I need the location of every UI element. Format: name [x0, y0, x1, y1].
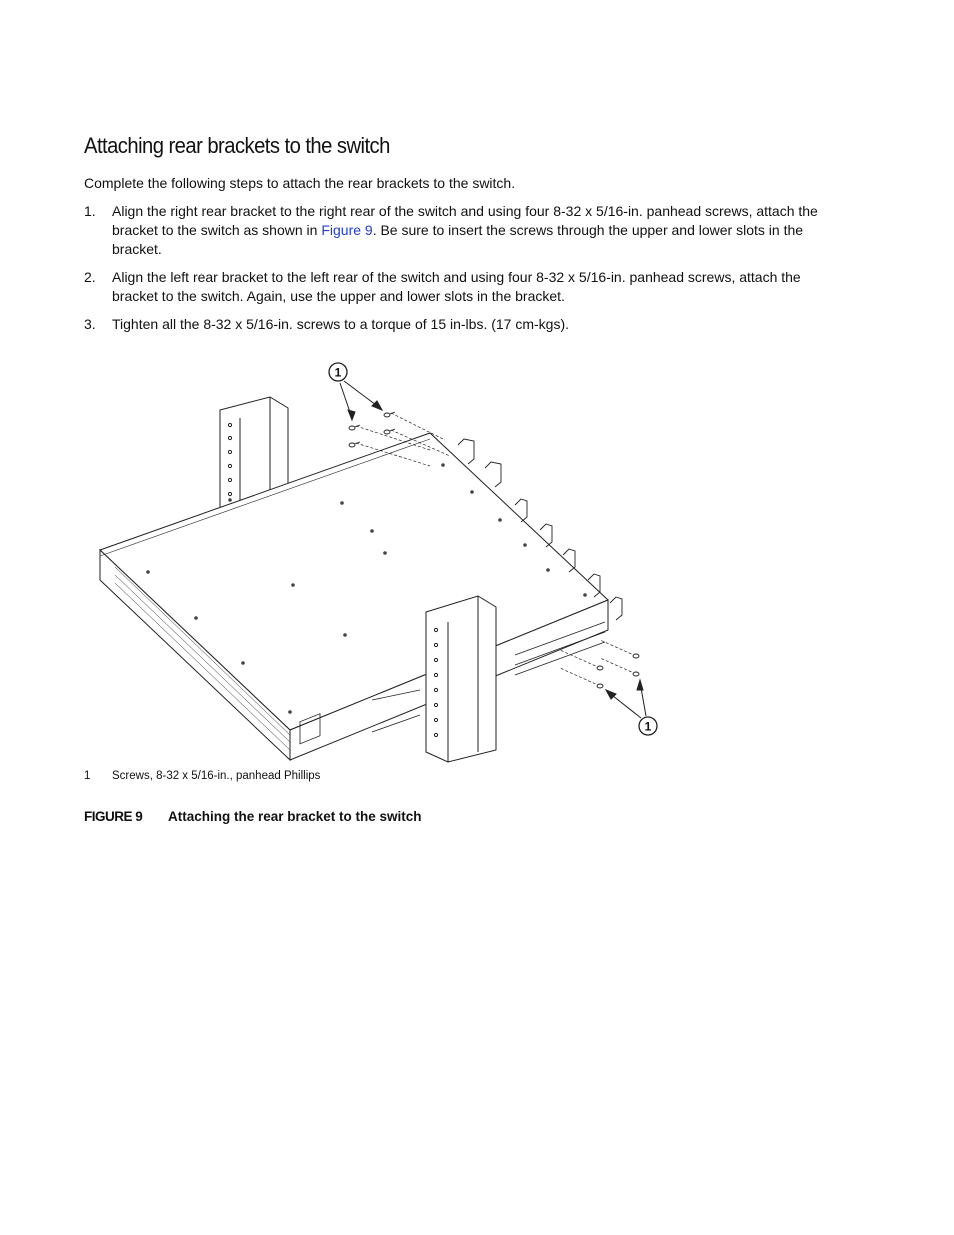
- right-rear-bracket: [426, 596, 496, 762]
- step-text: Tighten all the 8-32 x 5/16-in. screws to a torque of 15 in-lbs. (17 cm-kgs).: [112, 316, 570, 332]
- screw-group-bottom: [560, 640, 639, 688]
- steps-list: [84, 202, 844, 343]
- switch-chassis: [100, 433, 622, 760]
- figure-legend: [84, 769, 320, 784]
- callout-top: [329, 363, 382, 420]
- section-heading: Attaching rear brackets to the switch: [84, 133, 390, 158]
- bracket-installation-illustration: [90, 355, 670, 770]
- legend-number: 1: [84, 770, 91, 782]
- step-item: [84, 315, 844, 334]
- step-item: [84, 268, 844, 306]
- step-number: 2.: [84, 269, 96, 285]
- caption-label: FIGURE 9: [84, 809, 143, 824]
- step-item: [84, 202, 844, 259]
- caption-text: Attaching the rear bracket to the switch: [168, 809, 422, 824]
- callout-number: 1: [334, 365, 342, 380]
- step-number: 1.: [84, 203, 96, 219]
- intro-paragraph: Complete the following steps to attach the rear brackets to the switch.: [84, 175, 516, 191]
- legend-text: Screws, 8-32 x 5/16-in., panhead Phillips: [112, 770, 321, 782]
- step-text: Align the right rear bracket to the right rear of the switch and using four 8-32 x 5/16-in. panhead screws, attach the bracket to the switch as shown in: [112, 203, 818, 238]
- step-text: Align the left rear bracket to the left rear of the switch and using four 8-32 x 5/16-in. panhead screws, attach the bracket to the switch. Again, use the upper and lower slots in the bracket.: [112, 269, 801, 304]
- callout-bottom: [606, 680, 657, 735]
- figure-caption: [84, 808, 422, 825]
- figure-9-link[interactable]: Figure 9: [321, 222, 373, 238]
- callout-number: 1: [644, 719, 652, 734]
- step-text: . Be sure to insert the screws through the upper and lower slots in the bracket.: [112, 222, 804, 257]
- step-number: 3.: [84, 316, 96, 332]
